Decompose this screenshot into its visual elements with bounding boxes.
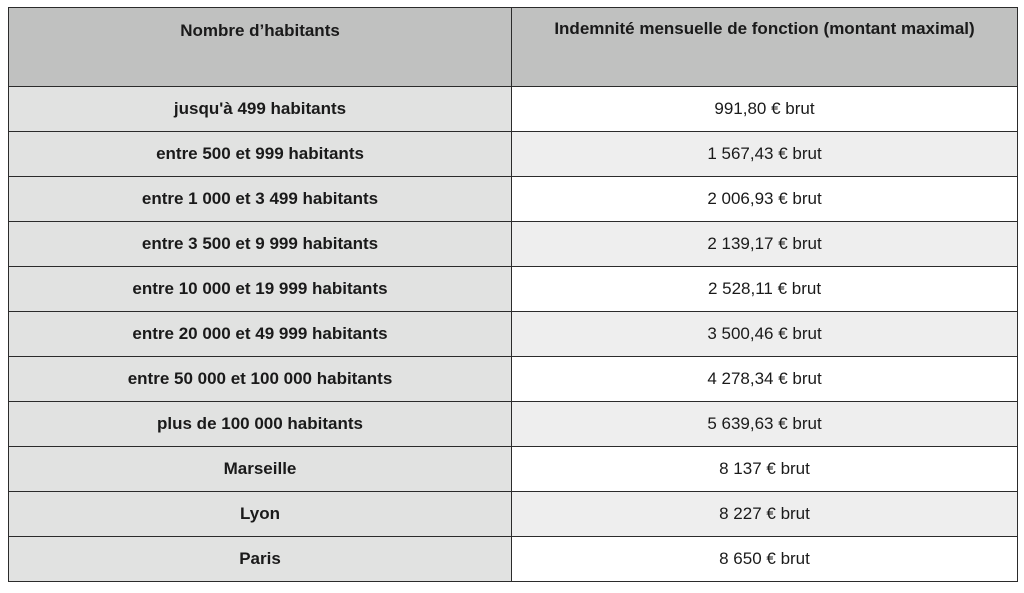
row-label: entre 3 500 et 9 999 habitants xyxy=(9,222,512,267)
row-label: plus de 100 000 habitants xyxy=(9,402,512,447)
row-value: 5 639,63 € brut xyxy=(512,402,1018,447)
table-row xyxy=(9,357,1018,402)
row-value: 4 278,34 € brut xyxy=(512,357,1018,402)
row-value: 2 006,93 € brut xyxy=(512,177,1018,222)
table-row xyxy=(9,402,1018,447)
indemnity-table xyxy=(8,7,1018,582)
row-label: entre 10 000 et 19 999 habitants xyxy=(9,267,512,312)
table-row xyxy=(9,492,1018,537)
row-label: entre 50 000 et 100 000 habitants xyxy=(9,357,512,402)
row-value: 1 567,43 € brut xyxy=(512,132,1018,177)
row-label: Marseille xyxy=(9,447,512,492)
table-row xyxy=(9,87,1018,132)
row-label: Lyon xyxy=(9,492,512,537)
row-value: 3 500,46 € brut xyxy=(512,312,1018,357)
table-row xyxy=(9,267,1018,312)
table-row xyxy=(9,447,1018,492)
header-indemnity: Indemnité mensuelle de fonction (montant maximal) xyxy=(512,8,1018,87)
table-row xyxy=(9,132,1018,177)
table-row xyxy=(9,312,1018,357)
row-label: entre 1 000 et 3 499 habitants xyxy=(9,177,512,222)
table-row xyxy=(9,177,1018,222)
row-value: 2 528,11 € brut xyxy=(512,267,1018,312)
row-label: jusqu'à 499 habitants xyxy=(9,87,512,132)
row-value: 991,80 € brut xyxy=(512,87,1018,132)
row-label: entre 20 000 et 49 999 habitants xyxy=(9,312,512,357)
header-row xyxy=(9,8,1018,87)
header-population: Nombre d’habitants xyxy=(9,8,512,87)
row-value: 2 139,17 € brut xyxy=(512,222,1018,267)
row-value: 8 137 € brut xyxy=(512,447,1018,492)
row-label: Paris xyxy=(9,537,512,582)
row-value: 8 650 € brut xyxy=(512,537,1018,582)
row-label: entre 500 et 999 habitants xyxy=(9,132,512,177)
row-value: 8 227 € brut xyxy=(512,492,1018,537)
table-row xyxy=(9,537,1018,582)
table-row xyxy=(9,222,1018,267)
